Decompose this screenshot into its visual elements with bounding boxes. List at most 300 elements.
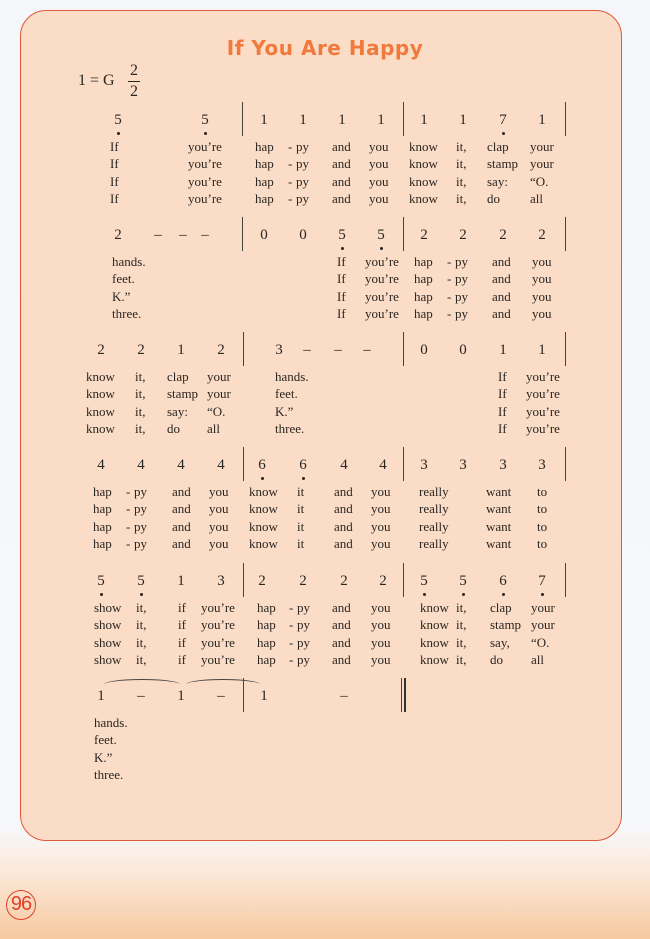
- note: 3: [499, 457, 507, 473]
- lyric-word: know: [420, 600, 449, 615]
- lyric-word: K.”: [275, 403, 294, 419]
- low-octave-dot: [502, 132, 505, 135]
- note: 4: [177, 457, 185, 473]
- lyric-word: and: [332, 190, 351, 206]
- lyric-word: it,: [456, 139, 467, 154]
- lyric-word: If: [498, 369, 507, 384]
- note: –: [303, 342, 311, 358]
- lyric-word: and: [332, 156, 351, 172]
- lyric-word: say:: [487, 173, 508, 189]
- lyric-word: py: [297, 600, 310, 615]
- lyric-word: if: [178, 600, 186, 615]
- lyric-word: py: [455, 288, 468, 304]
- lyric-word: to: [537, 484, 548, 499]
- note: 3: [459, 457, 467, 473]
- lyric-word: do: [490, 651, 503, 667]
- lyric-word: hap: [414, 271, 433, 287]
- lyric-word: you: [369, 139, 389, 154]
- lyric-word: and: [332, 634, 351, 650]
- lyric-word: do: [487, 190, 500, 206]
- lyric-word: py: [134, 501, 147, 517]
- lyric-word: want: [486, 484, 512, 499]
- lyric-word: and: [492, 288, 511, 304]
- note: –: [334, 342, 342, 358]
- lyric-word: really: [419, 484, 449, 499]
- low-octave-dot: [341, 247, 344, 250]
- lyric-word: hands.: [94, 715, 128, 730]
- lyric-word: py: [134, 535, 147, 551]
- lyric-word: know: [86, 386, 115, 402]
- lyric-word: py: [296, 139, 309, 154]
- lyric-word: you: [532, 305, 552, 321]
- lyric-word: your: [531, 600, 555, 615]
- note: 1: [338, 112, 346, 128]
- lyric-word: your: [207, 369, 231, 384]
- time-signature-top: 2: [130, 62, 138, 79]
- lyric-word: know: [420, 634, 449, 650]
- lyric-word: really: [419, 535, 449, 551]
- lyric-word: hap: [255, 190, 274, 206]
- lyric-word: -: [289, 634, 294, 650]
- lyric-word: py: [455, 271, 468, 287]
- note: 1: [459, 112, 467, 128]
- lyric-word: you: [371, 617, 391, 633]
- lyric-word: if: [178, 617, 186, 633]
- lyric-word: it,: [456, 190, 467, 206]
- note: 2: [137, 342, 145, 358]
- lyric-word: you’re: [526, 369, 560, 384]
- note: 1: [499, 342, 507, 358]
- note: 0: [459, 342, 467, 358]
- lyric-word: your: [530, 156, 554, 172]
- barline: [565, 217, 566, 251]
- barline: [243, 332, 244, 366]
- lyric-word: and: [172, 535, 191, 551]
- lyric-word: py: [297, 634, 310, 650]
- lyric-word: “O.: [530, 173, 549, 189]
- note: 1: [377, 112, 385, 128]
- lyric-word: py: [134, 518, 147, 534]
- lyric-word: it: [297, 518, 305, 534]
- time-signature: [128, 62, 140, 101]
- lyric-word: it: [297, 535, 305, 551]
- note: 1: [177, 688, 185, 704]
- lyric-word: you: [209, 501, 229, 517]
- lyric-word: feet.: [275, 386, 298, 402]
- lyric-word: really: [419, 501, 449, 517]
- lyric-word: -: [288, 139, 293, 154]
- note: 1: [177, 342, 185, 358]
- lyric-word: it,: [456, 651, 467, 667]
- lyric-word: py: [455, 305, 468, 321]
- note: 5: [131, 573, 151, 590]
- lyric-word: -: [126, 535, 131, 551]
- lyric-word: and: [492, 271, 511, 287]
- lyric-word: you’re: [526, 403, 560, 419]
- lyric-word: know: [409, 173, 438, 189]
- barline: [403, 332, 404, 366]
- lyric-word: -: [126, 484, 131, 499]
- lyric-word: and: [334, 535, 353, 551]
- lyric-word: If: [498, 386, 507, 402]
- lyric-word: hap: [257, 634, 276, 650]
- lyric-word: -: [289, 651, 294, 667]
- note: 3: [420, 457, 428, 473]
- lyric-word: If: [337, 271, 346, 287]
- lyric-word: you’re: [188, 156, 222, 172]
- lyric-word: feet.: [94, 732, 117, 748]
- note: 3: [275, 342, 283, 358]
- note: 4: [340, 457, 348, 473]
- barline: [565, 563, 566, 597]
- low-octave-dot: [423, 593, 426, 596]
- note: 6: [293, 457, 313, 474]
- lyric-word: all: [530, 190, 543, 206]
- note: 5: [91, 573, 111, 590]
- low-octave-dot: [502, 593, 505, 596]
- note: 4: [379, 457, 387, 473]
- low-octave-dot: [140, 593, 143, 596]
- barline: [403, 563, 404, 597]
- note: 5: [414, 573, 434, 590]
- lyric-word: you’re: [201, 651, 235, 667]
- lyric-word: you: [371, 484, 391, 499]
- note: –: [217, 688, 225, 704]
- lyric-word: -: [447, 288, 452, 304]
- lyric-word: hap: [93, 484, 112, 499]
- lyric-word: you’re: [365, 254, 399, 269]
- barline: [242, 217, 243, 251]
- lyric-word: and: [332, 139, 351, 154]
- note: –: [340, 688, 348, 704]
- lyric-word: it,: [136, 600, 147, 615]
- barline: [403, 447, 404, 481]
- page-number: 96: [6, 890, 36, 920]
- lyric-word: all: [207, 420, 220, 436]
- lyric-word: you’re: [188, 190, 222, 206]
- lyric-word: your: [530, 139, 554, 154]
- note: 1: [177, 573, 185, 589]
- note: 2: [499, 227, 507, 243]
- lyric-word: -: [288, 173, 293, 189]
- final-barline-thick: [404, 678, 406, 712]
- lyric-word: to: [537, 518, 548, 534]
- note: 2: [97, 342, 105, 358]
- lyric-word: -: [447, 271, 452, 287]
- lyric-word: stamp: [167, 386, 199, 402]
- lyric-word: your: [531, 617, 555, 633]
- lyric-word: your: [207, 386, 231, 402]
- lyric-word: -: [126, 518, 131, 534]
- note: 4: [217, 457, 225, 473]
- lyric-word: want: [486, 501, 512, 517]
- lyric-word: hap: [93, 501, 112, 517]
- lyric-word: know: [249, 518, 278, 534]
- lyric-word: and: [334, 501, 353, 517]
- lyric-word: and: [332, 617, 351, 633]
- lyric-word: show: [94, 634, 122, 650]
- note: –: [363, 342, 371, 358]
- lyric-word: it: [297, 501, 305, 517]
- lyric-word: and: [332, 173, 351, 189]
- lyric-word: feet.: [112, 271, 135, 287]
- lyric-word: it,: [456, 173, 467, 189]
- note: 5: [332, 227, 352, 244]
- fraction-line: [128, 81, 140, 82]
- lyric-word: it,: [136, 617, 147, 633]
- lyric-word: “O.: [531, 634, 550, 650]
- lyric-word: -: [126, 501, 131, 517]
- note: 1: [260, 112, 268, 128]
- note: 0: [260, 227, 268, 243]
- note: 2: [340, 573, 348, 589]
- lyric-word: say,: [490, 634, 510, 650]
- lyric-word: If: [337, 305, 346, 321]
- low-octave-dot: [302, 477, 305, 480]
- lyric-word: really: [419, 518, 449, 534]
- lyric-word: hap: [93, 535, 112, 551]
- lyric-word: know: [420, 617, 449, 633]
- barline: [565, 332, 566, 366]
- note: 7: [493, 112, 513, 129]
- note: 5: [453, 573, 473, 590]
- lyric-word: you: [371, 634, 391, 650]
- note: 2: [299, 573, 307, 589]
- lyric-word: and: [172, 501, 191, 517]
- lyric-word: it,: [136, 634, 147, 650]
- lyric-word: -: [289, 600, 294, 615]
- lyric-word: do: [167, 420, 180, 436]
- lyric-word: it,: [135, 403, 146, 419]
- lyric-word: you: [532, 288, 552, 304]
- lyric-word: hands.: [275, 369, 309, 384]
- song-title: If You Are Happy: [226, 36, 424, 60]
- lyric-word: hap: [257, 600, 276, 615]
- note: 7: [532, 573, 552, 590]
- lyric-word: hap: [414, 288, 433, 304]
- lyric-word: and: [332, 651, 351, 667]
- lyric-word: you: [371, 518, 391, 534]
- lyric-word: If: [110, 156, 119, 172]
- note: 0: [299, 227, 307, 243]
- lyric-word: K.”: [94, 749, 113, 765]
- time-signature-bottom: 2: [130, 83, 138, 100]
- lyric-word: it,: [456, 634, 467, 650]
- lyric-word: py: [297, 617, 310, 633]
- note: 6: [252, 457, 272, 474]
- lyric-word: know: [409, 156, 438, 172]
- lyric-word: you: [369, 173, 389, 189]
- note: 1: [420, 112, 428, 128]
- lyric-word: to: [537, 535, 548, 551]
- lyric-word: If: [498, 403, 507, 419]
- lyric-word: hap: [255, 139, 274, 154]
- lyric-word: three.: [112, 305, 142, 321]
- note: 1: [299, 112, 307, 128]
- note: 3: [538, 457, 546, 473]
- lyric-word: “O.: [207, 403, 226, 419]
- lyric-word: -: [447, 305, 452, 321]
- note: 5: [195, 112, 215, 129]
- lyric-word: clap: [490, 600, 512, 615]
- final-barline-thin: [401, 678, 402, 712]
- lyric-word: hap: [414, 254, 433, 269]
- lyric-word: know: [249, 501, 278, 517]
- note: 2: [538, 227, 546, 243]
- lyric-word: you: [532, 271, 552, 287]
- lyric-word: know: [420, 651, 449, 667]
- barline: [403, 102, 404, 136]
- lyric-word: to: [537, 501, 548, 517]
- lyric-word: show: [94, 617, 122, 633]
- barline: [243, 563, 244, 597]
- lyric-word: know: [86, 369, 115, 384]
- lyric-word: py: [296, 156, 309, 172]
- barline: [565, 102, 566, 136]
- note: 5: [371, 227, 391, 244]
- lyric-word: know: [409, 139, 438, 154]
- lyric-word: you: [371, 535, 391, 551]
- lyric-word: say:: [167, 403, 188, 419]
- note: 1: [538, 112, 546, 128]
- note: 2: [459, 227, 467, 243]
- lyric-word: and: [334, 484, 353, 499]
- lyric-word: -: [447, 254, 452, 269]
- lyric-word: py: [297, 651, 310, 667]
- key-signature: 1 = G: [78, 72, 115, 89]
- lyric-word: it,: [135, 420, 146, 436]
- lyric-word: you: [371, 501, 391, 517]
- lyric-word: three.: [275, 420, 305, 436]
- lyric-word: you: [369, 156, 389, 172]
- barline: [243, 447, 244, 481]
- note: 1: [97, 688, 105, 704]
- lyric-word: and: [492, 254, 511, 269]
- lyric-word: want: [486, 518, 512, 534]
- lyric-word: want: [486, 535, 512, 551]
- lyric-word: all: [531, 651, 544, 667]
- lyric-word: py: [296, 173, 309, 189]
- lyric-word: hap: [93, 518, 112, 534]
- lyric-word: you’re: [188, 139, 222, 154]
- low-octave-dot: [462, 593, 465, 596]
- lyric-word: it,: [136, 651, 147, 667]
- lyric-word: it,: [456, 600, 467, 615]
- lyric-word: -: [288, 190, 293, 206]
- lyric-word: you: [209, 518, 229, 534]
- note: 6: [493, 573, 513, 590]
- tie-arc: [104, 679, 180, 690]
- lyric-word: hap: [255, 156, 274, 172]
- lyric-word: you’re: [188, 173, 222, 189]
- lyric-word: If: [337, 254, 346, 269]
- lyric-word: it,: [456, 156, 467, 172]
- barline: [242, 102, 243, 136]
- lyric-word: you: [532, 254, 552, 269]
- note: 2: [420, 227, 428, 243]
- lyric-word: py: [296, 190, 309, 206]
- lyric-word: you’re: [201, 600, 235, 615]
- lyric-word: show: [94, 600, 122, 615]
- note: 2: [258, 573, 266, 589]
- low-octave-dot: [380, 247, 383, 250]
- lyric-word: clap: [487, 139, 509, 154]
- lyric-word: you’re: [201, 617, 235, 633]
- lyric-word: -: [288, 156, 293, 172]
- lyric-word: it,: [135, 386, 146, 402]
- lyric-word: and: [334, 518, 353, 534]
- low-octave-dot: [117, 132, 120, 135]
- note: 4: [137, 457, 145, 473]
- lyric-word: you: [371, 600, 391, 615]
- lyric-word: you: [369, 190, 389, 206]
- lyric-word: K.”: [112, 288, 131, 304]
- lyric-word: it: [297, 484, 305, 499]
- lyric-word: -: [289, 617, 294, 633]
- lyric-word: hap: [414, 305, 433, 321]
- note: –: [137, 688, 145, 704]
- lyric-word: py: [134, 484, 147, 499]
- lyric-word: If: [337, 288, 346, 304]
- note: –: [201, 227, 209, 243]
- lyric-word: If: [498, 420, 507, 436]
- lyric-word: If: [110, 173, 119, 189]
- lyric-word: know: [249, 535, 278, 551]
- lyric-word: If: [110, 190, 119, 206]
- lyric-word: you: [209, 484, 229, 499]
- note: 2: [379, 573, 387, 589]
- lyric-word: it,: [456, 617, 467, 633]
- lyric-word: py: [455, 254, 468, 269]
- lyric-word: you’re: [365, 271, 399, 287]
- lyric-word: and: [172, 484, 191, 499]
- note: 1: [260, 688, 268, 704]
- lyric-word: know: [86, 403, 115, 419]
- lyric-word: and: [332, 600, 351, 615]
- tie-arc: [186, 679, 260, 690]
- note: 2: [217, 342, 225, 358]
- lyric-word: know: [86, 420, 115, 436]
- lyric-word: If: [110, 139, 119, 154]
- lyric-word: if: [178, 651, 186, 667]
- lyric-word: hap: [257, 651, 276, 667]
- low-octave-dot: [541, 593, 544, 596]
- lyric-word: you’re: [365, 288, 399, 304]
- note: –: [179, 227, 187, 243]
- lyric-word: show: [94, 651, 122, 667]
- lyric-word: you’re: [201, 634, 235, 650]
- low-octave-dot: [204, 132, 207, 135]
- lyric-word: clap: [167, 369, 189, 384]
- barline: [565, 447, 566, 481]
- lyric-word: know: [409, 190, 438, 206]
- lyric-word: if: [178, 634, 186, 650]
- note: –: [154, 227, 162, 243]
- note: 4: [97, 457, 105, 473]
- lyric-word: hap: [257, 617, 276, 633]
- lyric-word: you’re: [365, 305, 399, 321]
- lyric-word: you: [209, 535, 229, 551]
- note: 1: [538, 342, 546, 358]
- lyric-word: hap: [255, 173, 274, 189]
- lyric-word: it,: [135, 369, 146, 384]
- note: 5: [108, 112, 128, 129]
- lyric-word: hands.: [112, 254, 146, 269]
- low-octave-dot: [100, 593, 103, 596]
- lyric-word: you: [371, 651, 391, 667]
- note: 3: [217, 573, 225, 589]
- lyric-word: you’re: [526, 420, 560, 436]
